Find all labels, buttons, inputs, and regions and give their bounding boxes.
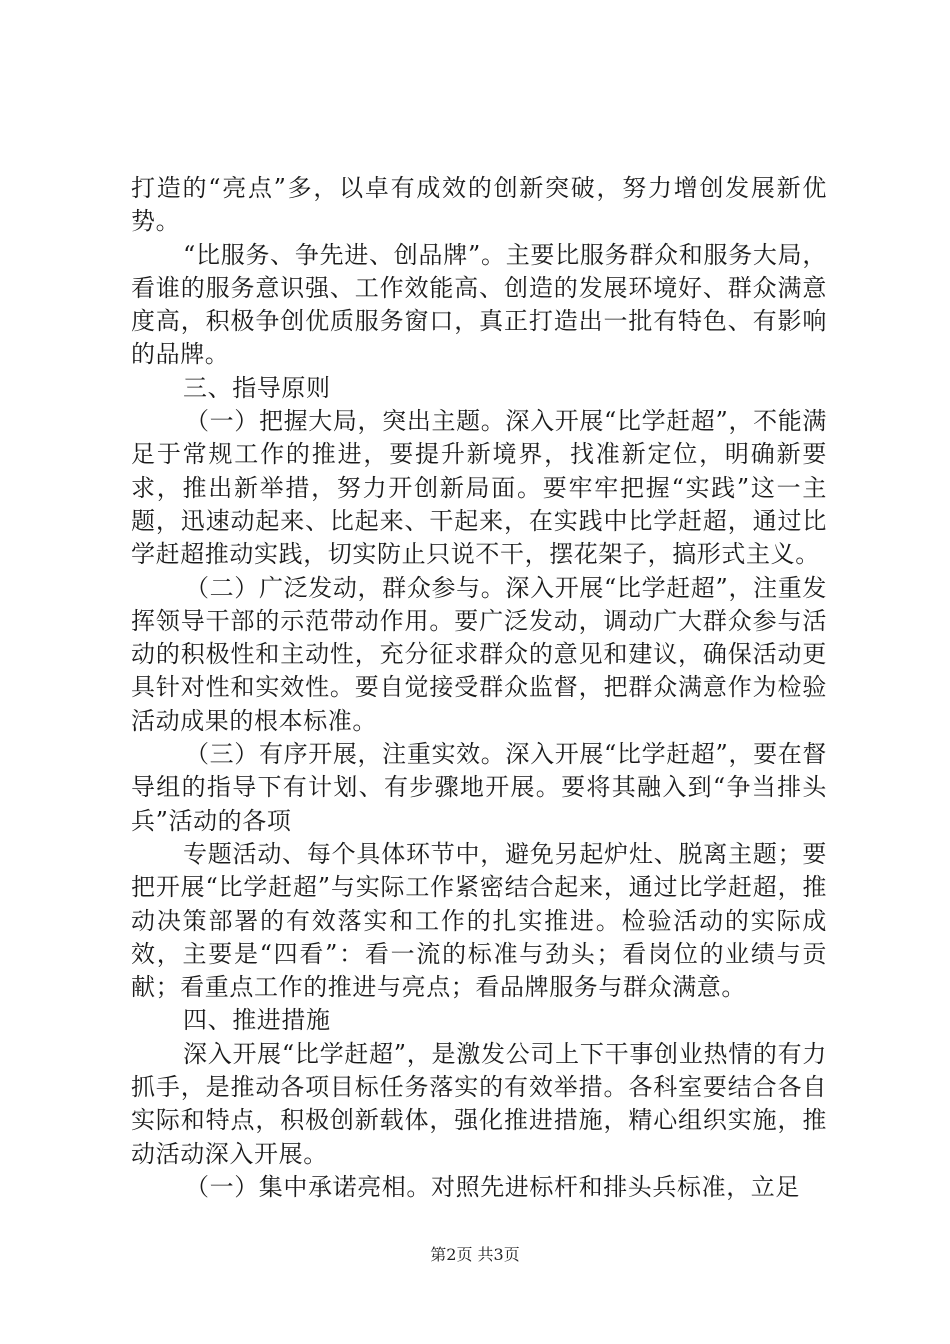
paragraph-service-brand: “比服务、争先进、创品牌”。主要比服务群众和服务大局，看谁的服务意识强、工作效能高、创造的发展环境好、群众满意度高，积极争创优质服务窗口，真正打造出一批有特色、有影响的品牌。 xyxy=(131,240,827,369)
paragraph-measure-1: （一）集中承诺亮相。对照先进标杆和排头兵标准，立足 xyxy=(185,1172,800,1201)
document-body xyxy=(131,172,827,1204)
paragraph-principle-2: （二）广泛发动，群众参与。深入开展“比学赶超”，注重发挥领导干部的示范带动作用。要广泛发动，调动广大群众参与活动的积极性和主动性，充分征求群众的意见和建议，确保活动更具针对性和实效性。要自觉接受群众监督，把群众满意作为检验活动成果的根本标准。 xyxy=(131,573,827,735)
paragraph-measures-intro: 深入开展“比学赶超”，是激发公司上下干事创业热情的有力抓手，是推动各项目标任务落实的有效举措。各科室要结合各自实际和特点，积极创新载体，强化推进措施，精心组织实施，推动活动深入开展。 xyxy=(131,1039,827,1168)
section-heading-principles: 三、指导原则 xyxy=(183,373,331,402)
paragraph-continuation: 打造的“亮点”多，以卓有成效的创新突破，努力增创发展新优势。 xyxy=(131,174,827,236)
paragraph-principle-3-continued: 专题活动、每个具体环节中，避免另起炉灶、脱离主题；要把开展“比学赶超”与实际工作紧密结合起来，通过比学赶超，推动决策部署的有效落实和工作的扎实推进。检验活动的实际成效，主要是“四看”：看一流的标准与劲头；看岗位的业绩与贡献；看重点工作的推进与亮点；看品牌服务与群众满意。 xyxy=(131,839,827,1002)
page-footer: 第2页 共3页 xyxy=(430,1245,520,1264)
paragraph-principle-3: （三）有序开展，注重实效。深入开展“比学赶超”，要在督导组的指导下有计划、有步骤地开展。要将其融入到“争当排头兵”活动的各项 xyxy=(131,740,827,835)
section-heading-measures: 四、推进措施 xyxy=(183,1006,331,1035)
paragraph-principle-1: （一）把握大局，突出主题。深入开展“比学赶超”，不能满足于常规工作的推进，要提升新境界，找准新定位，明确新要求，推出新举措，努力开创新局面。要牢牢把握“实践”这一主题，迅速动起来、比起来、干起来，在实践中比学赶超，通过比学赶超推动实践，切实防止只说不干，摆花架子，搞形式主义。 xyxy=(131,407,827,569)
